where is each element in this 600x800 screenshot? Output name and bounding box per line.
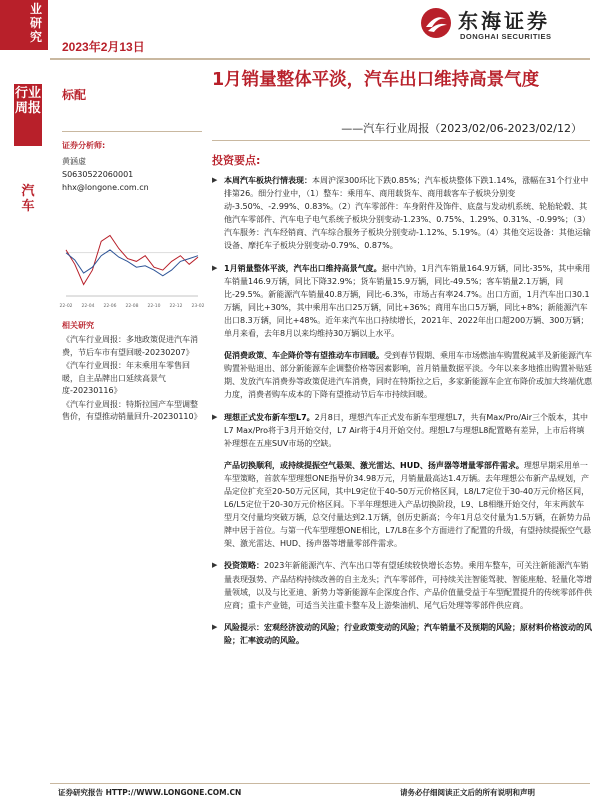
- report-title: 1月销量整体平淡，汽车出口维持高景气度: [212, 70, 540, 90]
- x-tick-label: 23-02: [191, 304, 205, 309]
- paragraph-lead: 投资策略：: [224, 561, 264, 571]
- logo-english: DONGHAI SECURITIES: [460, 32, 552, 41]
- body-paragraph: [212, 459, 592, 551]
- paragraph-text: 据中汽协，1月汽车销量164.9万辆，同比-35%，其中乘用车销量146.9万辆，同比下降32.9%；货车销量15.9万辆，同比-49.5%；客车销量2.1万辆，同比-29.5%。新能源汽车销量40.8万辆，同比-6.3%，市场占有率24.7%。出口方面，1月汽车出口30.1万辆，同比+30%，其中乘用车出口25万辆，同比+36%；商用车出口5万辆，同比+8%；新能源汽车出口8.3万辆，同比+48%。近年来汽车出口持续增长，2021年、2022年出口超200万辆、300万辆；单月来看，去年8月以来均维持30万辆以上水平。: [224, 263, 591, 339]
- footer-left-text[interactable]: 证券研究报告 HTTP://WWW.LONGONE.COM.CN: [58, 788, 242, 797]
- footer-disclaimer: 请务必仔细阅读正文后的所有说明和声明: [400, 788, 535, 797]
- investment-highlights-heading: 投资要点:: [212, 154, 261, 167]
- body-paragraph: [212, 174, 592, 253]
- x-tick-label: 22-10: [147, 304, 161, 309]
- series-line-沪深300: [66, 250, 198, 276]
- paragraph-text: 2月8日，理想汽车正式发布新车型理想L7，共有Max/Pro/Air三个版本，其中L7 Max/Pro将于3月开始交付，L7 Air将于4月开始交付。理想L7与理想L8配置略有差异，上市后将填补理想在五座SUV市场的空缺。: [224, 412, 589, 448]
- body-paragraph: [212, 411, 592, 450]
- logo-chinese: 东海证券: [458, 9, 550, 33]
- report-date: 2023年2月13日: [62, 40, 145, 54]
- logo-mark-icon: [420, 7, 452, 39]
- analyst-email[interactable]: hhx@longone.com.cn: [62, 183, 149, 192]
- paragraph-lead: 风险提示：宏观经济波动的风险；行业政策变动的风险；汽车销量不及预期的风险；原材料价格波动的风险；汇率波动的风险。: [224, 622, 592, 645]
- x-tick-label: 22-02: [59, 304, 73, 309]
- paragraph-lead: 本周汽车板块行情表现：: [224, 176, 312, 185]
- corner-banner: [0, 0, 48, 50]
- industry-rating: 标配: [62, 88, 87, 102]
- x-tick-label: 22-04: [81, 304, 95, 309]
- header-divider: [50, 58, 590, 60]
- industry-tag: 汽车: [21, 184, 35, 214]
- related-research-item[interactable]: 《汽车行业周报：特斯拉国产车型调整售价，有望推动销量回升-20230110》: [62, 399, 202, 421]
- page-footer: [0, 783, 600, 800]
- series-line-汽车: [66, 236, 198, 285]
- body-paragraph: [212, 621, 592, 647]
- report-body: [212, 174, 592, 656]
- body-paragraph: [212, 559, 592, 611]
- corner-banner-text: 业研究: [30, 2, 43, 44]
- body-paragraph: [212, 262, 592, 341]
- body-paragraph: [212, 349, 592, 401]
- analyst-cert: S0630522060001: [62, 170, 134, 179]
- related-research-heading: 相关研究: [62, 321, 94, 330]
- analyst-name: 黄涵虚: [62, 157, 86, 166]
- report-type-tag: 行业周报: [14, 84, 42, 146]
- left-divider: [62, 131, 202, 132]
- x-tick-label: 22-08: [125, 304, 139, 309]
- paragraph-text: 2023年新能源汽车、汽车出口等有望延续较快增长态势。乘用车整车，可关注新能源汽车销量表现强势、产品结构持续改善的自主龙头；汽车零部件，可持续关注智能驾驶、智能座舱、轻量化等增量领域，以及与比亚迪、新势力等新能源车企深度合作、产品价值量受益于车型配置提升的传统零部件供应商；重卡产业链，可适当关注重卡整车及上游柴油机、尾气后处理等零部件供应商。: [224, 561, 592, 610]
- paragraph-text: 理想早期采用单一车型策略，首款车型理想ONE指导价34.98万元，月销量最高达1.4万辆。去年理想公布新产品规划，产品定位扩充至20-50万元区间，其中L9定位于40-50万元价格区间，L8/L7定位于30-40万元价格区间，L6/L5定位于20-30万元价格区间。下半年理想进入产品切换阶段，L9、L8相继开始交付，年末两款车型月交付量均突破万辆，总交付量达到2.1万辆，创历史新高；今年1月总交付量为1.5万辆，在新势力品牌中居于首位。与第一代车型理想ONE相比，L7/L8在多个方面进行了配置的升级，有望持续提振空气悬架、激光雷达、HUD、扬声器等增量零部件需求。: [224, 460, 592, 549]
- paragraph-lead: 产品切换顺利，或持续提振空气悬架、激光雷达、HUD、扬声器等增量零部件需求。: [224, 460, 524, 470]
- related-research-item[interactable]: 《汽车行业周报：年末乘用车零售回暖，自主品牌出口延续高景气度-20230116》: [62, 361, 190, 395]
- paragraph-lead: 理想正式发布新车型L7。: [224, 412, 315, 422]
- performance-chart: [59, 218, 205, 310]
- analyst-info: [62, 155, 149, 194]
- paragraph-text: 受到春节假期、乘用车市场燃油车购置税减半及新能源汽车购置补贴退出、部分新能源车企调整价格等因素影响，首月销量数据平淡。今年以来多地推出购置补贴延期、发放汽车消费券等政策促进汽车消费，同时在特斯拉之后，多家新能源车企宣布降价或加大终端优惠力度，消费者购车成本的下降有望推动节后车市持续回暖。: [224, 351, 592, 400]
- footer-divider: [50, 783, 590, 784]
- brand-logo: [420, 5, 590, 45]
- paragraph-lead: 促消费政策、车企降价等有望推动车市回暖。: [224, 351, 384, 361]
- analyst-heading: 证券分析师:: [62, 141, 106, 150]
- x-tick-label: 22-12: [169, 304, 183, 309]
- paragraph-lead: 1月销量整体平淡，汽车出口维持高景气度。: [224, 263, 382, 273]
- related-research-list: [62, 334, 202, 425]
- report-subtitle: ——汽车行业周报（2023/02/06-2023/02/12）: [341, 122, 582, 135]
- paragraph-text: 本周沪深300环比下跌0.85%；汽车板块整体下跌1.14%，涨幅在31个行业中排第26。细分行业中，（1）整车：乘用车、商用载货车、商用载客车子板块分别变动-3.50%、-2.99%、0.83%。（2）汽车零部件：车身附件及饰件、底盘与发动机系统、轮胎轮毂、其他汽车零部件、汽车电子电气系统子板块分别变动-1.23%、0.75%、1.29%、0.31%、-0.99%；（3）汽车服务：汽车经销商、汽车综合服务子板块分别变动-1.12%、5.19%。（4）其他交运设备：其他运输设备、摩托车子板块分别变动-0.79%、0.87%。: [224, 176, 591, 251]
- title-divider: [212, 140, 590, 141]
- x-tick-label: 22-06: [103, 304, 117, 309]
- related-research-item[interactable]: 《汽车行业周报：多地政策促进汽车消费，节后车市有望回暖-20230207》: [62, 335, 198, 357]
